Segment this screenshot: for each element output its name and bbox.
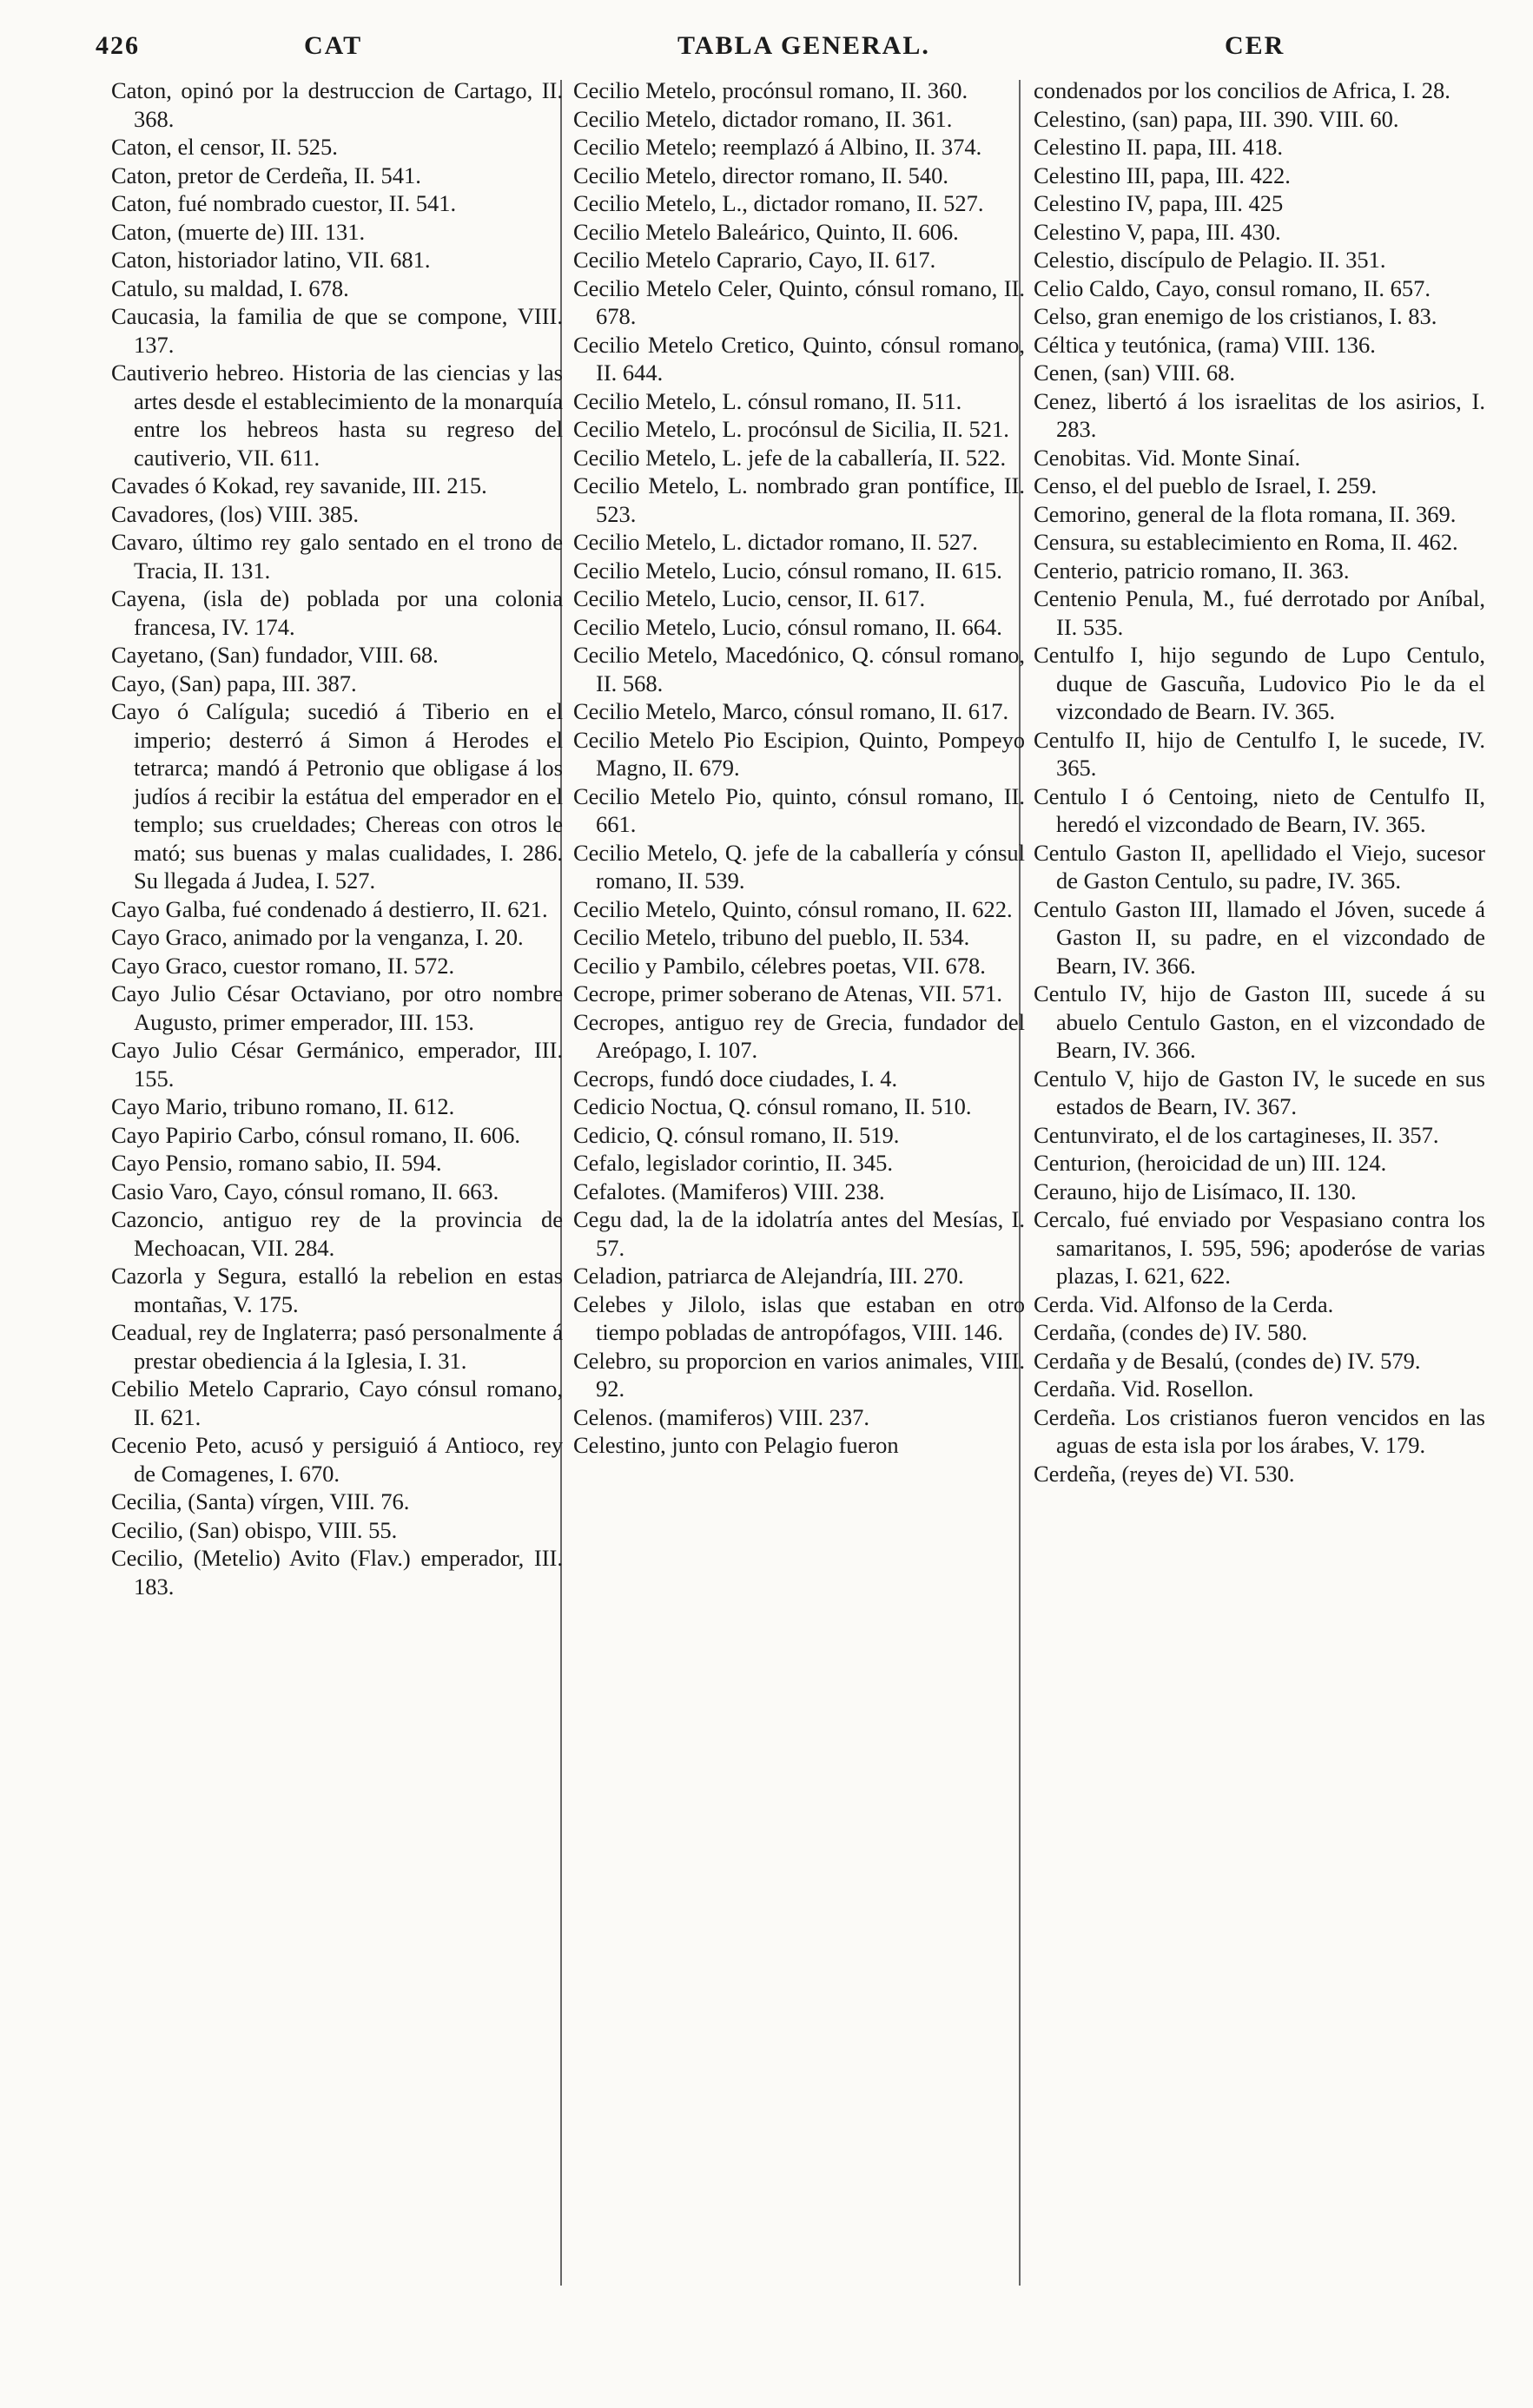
index-entry: Cecilia, (Santa) vírgen, VIII. 76.: [111, 1488, 410, 1514]
header-left-guide-word: CAT: [304, 31, 363, 60]
header-right-guide-word: CER: [1225, 31, 1285, 60]
index-entry: Cecilio Metelo Pio Escipion, Quinto, Pompeyo Magno, II. 679.: [573, 726, 1025, 781]
page-header: [96, 31, 1472, 75]
index-entry: Centurion, (heroicidad de un) III. 124.: [1034, 1150, 1387, 1176]
index-entry: Cecilio Metelo; reemplazó á Albino, II. 374.: [573, 134, 982, 160]
header-title: TABLA GENERAL.: [677, 31, 930, 60]
index-entry: Celestino, (san) papa, III. 390. VIII. 60.: [1034, 105, 1399, 132]
index-entry: Cecilio Metelo, Macedónico, Q. cónsul romano, II. 568.: [573, 642, 1025, 696]
index-entry: Cenobitas. Vid. Monte Sinaí.: [1034, 444, 1301, 471]
index-entry: Casio Varo, Cayo, cónsul romano, II. 663.: [111, 1178, 499, 1204]
page-number: 426: [96, 31, 140, 60]
index-entry: Centulo I ó Centoing, nieto de Centulfo II, heredó el vizcondado de Bearn, IV. 365.: [1034, 782, 1485, 837]
index-entry: Cerdaña. Vid. Rosellon.: [1034, 1376, 1254, 1402]
index-entry: Centulo Gaston III, llamado el Jóven, sucede á Gaston II, su padre, en el vizcondado de Bearn, IV. 366.: [1034, 895, 1485, 979]
index-entry: Cayo ó Calígula; sucedió á Tiberio en el imperio; desterró á Simon á Herodes el tetrarca; mandó á Petronio que obligase á los judíos á recibir la estátua del emperador en el templo; sus crueldades; Chereas con otros le mató; sus buenas y malas cualidades, I. 286. Su llegada á Judea, I. 527.: [111, 698, 563, 894]
index-entry: Cecilio Metelo, L. nombrado gran pontífice, II. 523.: [573, 472, 1025, 527]
index-entry: Cecilio Metelo, L. procónsul de Sicilia, II. 521.: [573, 416, 1009, 442]
index-entry: Cavadores, (los) VIII. 385.: [111, 500, 360, 527]
index-entry: Centulo IV, hijo de Gaston III, sucede á su abuelo Centulo Gaston, en el vizcondado de Bearn, IV. 366.: [1034, 980, 1485, 1063]
index-entry: Cedicio Noctua, Q. cónsul romano, II. 510.: [573, 1093, 972, 1119]
index-column-3: [1034, 76, 1485, 1488]
index-entry: Cayo Graco, animado por la venganza, I. 20.: [111, 924, 524, 950]
index-entry: Cazorla y Segura, estalló la rebelion en estas montañas, V. 175.: [111, 1263, 563, 1317]
index-entry: Cecilio Metelo, Lucio, cónsul romano, II. 615.: [573, 557, 1002, 584]
index-entry: Cecilio Metelo, tribuno del pueblo, II. 534.: [573, 924, 970, 950]
index-entry: Cayena, (isla de) poblada por una colonia francesa, IV. 174.: [111, 585, 563, 640]
index-entry: Cecilio Metelo Cretico, Quinto, cónsul romano, II. 644.: [573, 331, 1025, 386]
index-entry: Cecilio Metelo, dictador romano, II. 361.: [573, 105, 953, 132]
index-entry: Cazoncio, antiguo rey de la provincia de Mechoacan, VII. 284.: [111, 1206, 563, 1261]
index-entry: Cecropes, antiguo rey de Grecia, fundador del Areópago, I. 107.: [573, 1008, 1025, 1063]
index-entry: Cecilio Metelo, Quinto, cónsul romano, II. 622.: [573, 895, 1013, 922]
index-entry: Cecilio Metelo, Q. jefe de la caballería y cónsul romano, II. 539.: [573, 839, 1025, 894]
index-entry: Cebilio Metelo Caprario, Cayo cónsul romano, II. 621.: [111, 1376, 563, 1430]
index-entry: Cavaro, último rey galo sentado en el trono de Tracia, II. 131.: [111, 529, 563, 584]
index-entry: Centulo Gaston II, apellidado el Viejo, sucesor de Gaston Centulo, su padre, IV. 365.: [1034, 839, 1485, 894]
index-entry: Cecilio Metelo, Marco, cónsul romano, II. 617.: [573, 698, 1009, 724]
index-entry: Censura, su establecimiento en Roma, II. 462.: [1034, 529, 1458, 555]
index-entry: Centerio, patricio romano, II. 363.: [1034, 557, 1350, 584]
index-entry: Cecilio Metelo Pio, quinto, cónsul romano, II. 661.: [573, 782, 1025, 837]
index-entry: Celestio, discípulo de Pelagio. II. 351.: [1034, 247, 1386, 273]
index-entry: Cecrops, fundó doce ciudades, I. 4.: [573, 1065, 898, 1092]
index-entry: Caton, historiador latino, VII. 681.: [111, 247, 431, 273]
index-entry: Céltica y teutónica, (rama) VIII. 136.: [1034, 331, 1376, 358]
index-entry: Catulo, su maldad, I. 678.: [111, 274, 349, 301]
index-entry: Cenen, (san) VIII. 68.: [1034, 360, 1236, 386]
index-entry: Centunvirato, el de los cartagineses, II. 357.: [1034, 1121, 1439, 1148]
index-entry: Cerdaña y de Besalú, (condes de) IV. 579.: [1034, 1347, 1421, 1374]
index-entry: Cecilio Metelo, director romano, II. 540.: [573, 162, 948, 188]
index-entry: Cecilio y Pambilo, célebres poetas, VII. 678.: [573, 952, 986, 979]
index-entry: Celestino V, papa, III. 430.: [1034, 218, 1281, 245]
index-entry: Cecrope, primer soberano de Atenas, VII. 571.: [573, 980, 1003, 1006]
index-entry: Cerdeña. Los cristianos fueron vencidos en las aguas de esta isla por los árabes, V. 179.: [1034, 1403, 1485, 1458]
index-entry: Celebes y Jilolo, islas que estaban en otro tiempo pobladas de antropófagos, VIII. 146.: [573, 1290, 1025, 1345]
index-entry: condenados por los concilios de Africa, I. 28.: [1034, 77, 1450, 103]
index-entry: Cecilio Metelo, Lucio, censor, II. 617.: [573, 585, 926, 611]
index-entry: Caucasia, la familia de que se compone, VIII. 137.: [111, 303, 563, 358]
index-entry: Cecilio Metelo, L., dictador romano, II. 527.: [573, 190, 984, 216]
index-entry: Cerauno, hijo de Lisímaco, II. 130.: [1034, 1178, 1357, 1204]
index-entry: Cecilio Metelo, L. jefe de la caballería, II. 522.: [573, 444, 1007, 471]
index-entry: Celebro, su proporcion en varios animales, VIII. 92.: [573, 1347, 1025, 1402]
index-entry: Cayo Graco, cuestor romano, II. 572.: [111, 952, 455, 979]
index-entry: Cecilio Metelo, L. dictador romano, II. 527.: [573, 529, 978, 555]
index-entry: Cecilio Metelo, Lucio, cónsul romano, II. 664.: [573, 613, 1002, 640]
index-entry: Caton, fué nombrado cuestor, II. 541.: [111, 190, 457, 216]
index-entry: Cayo Julio César Octaviano, por otro nombre Augusto, primer emperador, III. 153.: [111, 980, 563, 1035]
index-entry: Cayetano, (San) fundador, VIII. 68.: [111, 642, 439, 668]
index-entry: Celestino IV, papa, III. 425: [1034, 190, 1284, 216]
index-entry: Centenio Penula, M., fué derrotado por Aníbal, II. 535.: [1034, 585, 1485, 640]
index-entry: Cayo Galba, fué condenado á destierro, II. 621.: [111, 895, 548, 922]
index-entry: Cecilio Metelo Caprario, Cayo, II. 617.: [573, 247, 936, 273]
index-entry: Cercalo, fué enviado por Vespasiano contra los samaritanos, I. 595, 596; apoderóse de varias plazas, I. 621, 622.: [1034, 1206, 1485, 1289]
index-entry: Caton, pretor de Cerdeña, II. 541.: [111, 162, 421, 188]
index-entry: Cayo Mario, tribuno romano, II. 612.: [111, 1093, 455, 1119]
index-entry: Centulo V, hijo de Gaston IV, le sucede en sus estados de Bearn, IV. 367.: [1034, 1065, 1485, 1119]
index-entry: Cayo, (San) papa, III. 387.: [111, 670, 357, 696]
index-entry: Cedicio, Q. cónsul romano, II. 519.: [573, 1121, 900, 1148]
index-column-1: [111, 76, 563, 1600]
index-entry: Cerda. Vid. Alfonso de la Cerda.: [1034, 1290, 1334, 1317]
index-entry: Celenos. (mamiferos) VIII. 237.: [573, 1403, 869, 1430]
index-entry: Cemorino, general de la flota romana, II. 369.: [1034, 500, 1457, 527]
index-entry: Cecilio, (Metelio) Avito (Flav.) emperador, III. 183.: [111, 1545, 563, 1600]
index-entry: Cecilio Metelo Baleárico, Quinto, II. 606.: [573, 218, 959, 245]
index-entry: Cautiverio hebreo. Historia de las ciencias y las artes desde el establecimiento de la monarquía entre los hebreos hasta su regreso del cautiverio, VII. 611.: [111, 360, 563, 471]
index-entry: Cefalo, legislador corintio, II. 345.: [573, 1150, 893, 1176]
index-entry: Caton, (muerte de) III. 131.: [111, 218, 366, 245]
index-entry: Cavades ó Kokad, rey savanide, III. 215.: [111, 472, 487, 498]
index-entry: Cenez, libertó á los israelitas de los asirios, I. 283.: [1034, 387, 1485, 442]
index-column-2: [573, 76, 1025, 1460]
index-entry: Celadion, patriarca de Alejandría, III. 270.: [573, 1263, 964, 1289]
index-entry: Cegu dad, la de la idolatría antes del Mesías, I. 57.: [573, 1206, 1025, 1261]
index-entry: Cecenio Peto, acusó y persiguió á Antioco, rey de Comagenes, I. 670.: [111, 1432, 563, 1487]
index-entry: Cecilio Metelo Celer, Quinto, cónsul romano, II. 678.: [573, 274, 1025, 329]
index-entry: Celestino II. papa, III. 418.: [1034, 134, 1283, 160]
index-entry: Cerdaña, (condes de) IV. 580.: [1034, 1319, 1308, 1345]
index-entry: Cayo Pensio, romano sabio, II. 594.: [111, 1150, 442, 1176]
index-entry: Cayo Papirio Carbo, cónsul romano, II. 606.: [111, 1121, 521, 1148]
index-entry: Ceadual, rey de Inglaterra; pasó personalmente á prestar obediencia á la Iglesia, I. 31.: [111, 1319, 563, 1374]
index-entry: Cefalotes. (Mamiferos) VIII. 238.: [573, 1178, 885, 1204]
index-entry: Celestino, junto con Pelagio fueron: [573, 1432, 899, 1458]
index-entry: Centulfo I, hijo segundo de Lupo Centulo, duque de Gascuña, Ludovico Pio le da el vizcondado de Bearn. IV. 365.: [1034, 642, 1485, 724]
index-entry: Celio Caldo, Cayo, consul romano, II. 657.: [1034, 274, 1431, 301]
index-entry: Cecilio Metelo, L. cónsul romano, II. 511.: [573, 387, 962, 414]
index-entry: Cecilio Metelo, procónsul romano, II. 360.: [573, 77, 968, 103]
index-entry: Caton, opinó por la destruccion de Cartago, II. 368.: [111, 77, 563, 132]
index-entry: Cayo Julio César Germánico, emperador, III. 155.: [111, 1037, 563, 1092]
index-entry: Celso, gran enemigo de los cristianos, I. 83.: [1034, 303, 1437, 329]
index-entry: Celestino III, papa, III. 422.: [1034, 162, 1291, 188]
index-entry: Cecilio, (San) obispo, VIII. 55.: [111, 1516, 398, 1543]
index-entry: Caton, el censor, II. 525.: [111, 134, 338, 160]
index-entry: Centulfo II, hijo de Centulfo I, le sucede, IV. 365.: [1034, 726, 1485, 781]
index-entry: Censo, el del pueblo de Israel, I. 259.: [1034, 472, 1378, 498]
index-entry: Cerdeña, (reyes de) VI. 530.: [1034, 1460, 1295, 1487]
